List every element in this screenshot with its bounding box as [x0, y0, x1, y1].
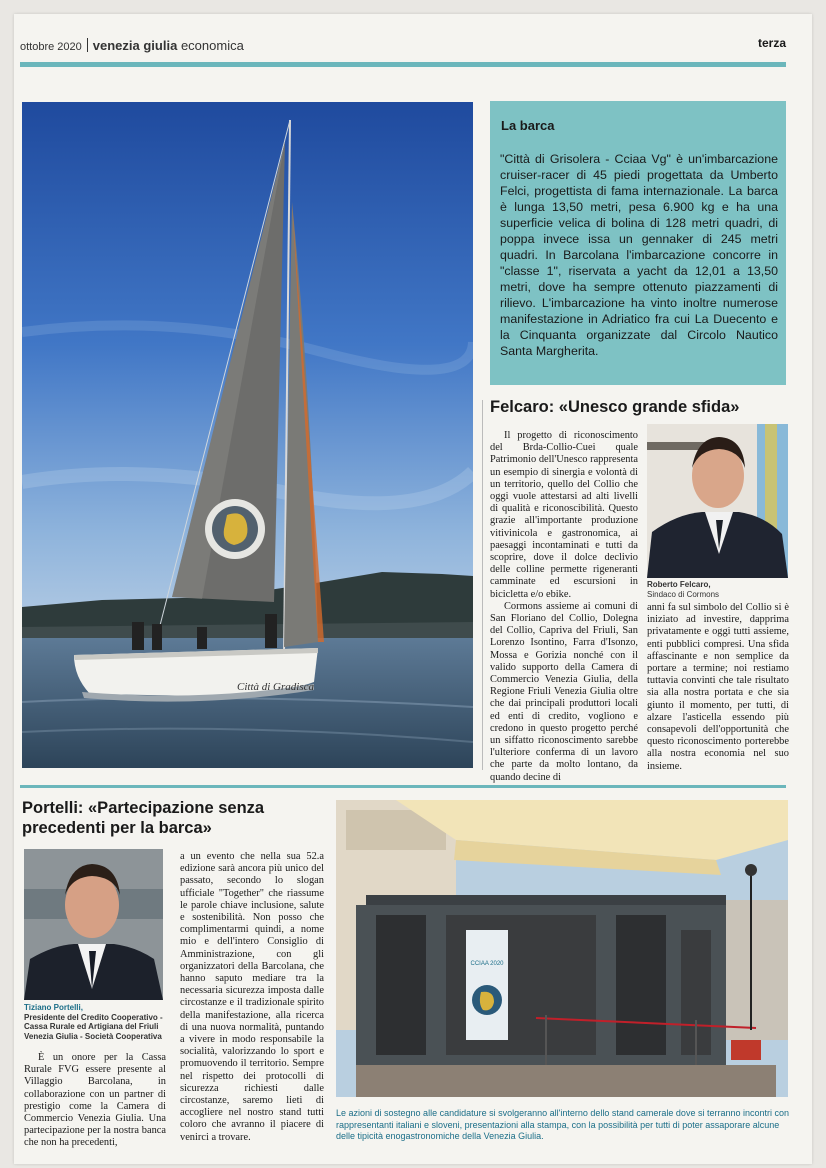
felcaro-paragraph-2: Cormons assieme ai comuni di San Floriano del Collio, Dolegna del Collio, Capriva del Friuli, San Lorenzo Isontino, Farra d'Isonzo, Mossa e Gorizia nonché con il valido supporto della Camera di Commercio Venezia Giulia, della Regione Friuli Venezia Giulia oltre che dai principali produttori locali ed enti di credito, vogliono e credono in questo progetto perché un siffatto riconoscimento sarebbe l'ulteriore conferma di un lavoro che parte da molto lontano, da quando decine di: [490, 600, 638, 783]
publication-name: [93, 38, 244, 53]
portelli-caption-role: Presidente del Credito Cooperativo - Cassa Rurale ed Artigiana del Friuli Venezia Giulia - Società Cooperativa: [24, 1012, 163, 1041]
publication-name-bold: venezia giulia: [92, 38, 178, 53]
page-header: [20, 38, 244, 53]
portelli-column-2: [180, 851, 324, 1144]
stand-photo: [336, 800, 788, 1097]
portelli-paragraph-2: a un evento che nella sua 52.a edizione sarà ancora più unico del passato, secondo lo slogan ufficiale "Together" che riassume le parole chiave inclusione, salute e sostenibilità. Non posso che complimentarmi quindi, a nome mio e dell'intero Consiglio di Amministrazione, con gli organizzatori della Barcolana, che hanno saputo mediare tra la necessaria sicurezza imposta dalle circostanze e il tradizionale spirito della manifestazione, alla ricerca di una nuova normalità, puntando a vivere in modo responsabile la socialità, valorizzando lo sport e promuovendo il territorio. Sempre nel rispetto dei protocolli di sicurezza richiesti dalle circostanze, saremo lieti di accogliere nel nostro stand tutti coloro che avranno il piacere di venirci a trovare.: [180, 851, 324, 1143]
portelli-caption: [24, 1003, 166, 1041]
portelli-column-1: [24, 1052, 166, 1150]
section-label: terza: [757, 36, 786, 50]
felcaro-column-2: [647, 602, 789, 773]
portelli-headline: [22, 798, 264, 838]
felcaro-column-1: [490, 430, 638, 784]
portelli-portrait: [24, 849, 163, 1000]
felcaro-caption: [647, 580, 719, 599]
portelli-headline-line-2: precedenti per la barca»: [22, 819, 212, 837]
sailboat-photo: [22, 102, 473, 768]
felcaro-headline: Felcaro: «Unesco grande sfida»: [490, 398, 740, 416]
publication-name-rest: economica: [177, 38, 244, 53]
section-rule: [20, 785, 786, 788]
stand-banner-text: CCIAA 2020: [470, 961, 504, 967]
boat-info-body: "Città di Grisolera - Cciaa Vg" è un'imbarcazione cruiser-racer di 45 piedi progettata da Umberto Felci, progettista di fama internazionale. La barca è lunga 13,50 metri, pesa 6.900 kg e ha una superficie velica di bolina di 128 metri quadri, di poppa invece issa un gennaker di 245 metri quadri. In Barcolana l'imbarcazione concorre in "classe 1", riservata a yacht da 12,01 a 13,50 metri, dove ha sempre ottenuto piazzamenti di rilievo. L'imbarcazione ha vinto inoltre numerose manifestazione in Adriatico fra cui La Duecento e la Cinquanta organizzate dal Circolo Nautico Santa Margherita.: [500, 152, 778, 358]
header-rule: [20, 62, 786, 67]
boat-info-box: [490, 101, 786, 385]
felcaro-portrait: [647, 424, 788, 578]
felcaro-paragraph-3: anni fa sul simbolo del Collio si è iniziato ad investire, dapprima privatamente e oggi tutti assieme, enti pubblici compresi. Una sfida affascinante e non semplice da portare a termine; noi restiamo tuttavia convinti che tale risultato sia alla nostra portata e che sia giunto il momento, per tutti, di alzare l'asticella essendo più consapevoli dell'opportunità che questo riconoscimento porterebbe alla nostra economia nel suo insieme.: [647, 602, 789, 772]
portelli-paragraph-1: È un onore per la Cassa Rurale FVG essere presente al Villaggio Barcolana, in collaborazione con un partner di prestigio come la Camera di Commercio Venezia Giulia. Una partecipazione per la nostra banca che non ha precedenti,: [24, 1052, 166, 1149]
boat-info-title: La barca: [501, 118, 555, 133]
felcaro-caption-name: Roberto Felcaro,: [647, 580, 711, 589]
hull-name: Città di Gradisca: [237, 681, 315, 693]
felcaro-paragraph-1: Il progetto di riconoscimento del Brda-Collio-Cuei quale Patrimonio dell'Unesco rappresenta un esempio di sinergia e volontà di un territorio, quello del Collio che oggi vuole attestarsi ad alti livelli di qualità e riconoscibilità. Questo grazie all'importante produzione vitivinicola e gastronomica, ai paesaggi incontaminati e tutti da scoprire, dove il dolce declivio delle colline permette rigeneranti camminate ed escursioni in bicicletta e/o ebike.: [490, 430, 638, 600]
felcaro-caption-role: Sindaco di Cormons: [647, 589, 720, 599]
header-divider: [87, 38, 88, 52]
portelli-caption-name: Tiziano Portelli,: [24, 1003, 83, 1012]
column-divider: [482, 400, 483, 770]
issue-date: ottobre 2020: [20, 41, 82, 53]
portelli-headline-line-1: Portelli: «Partecipazione senza: [22, 799, 265, 817]
stand-caption: Le azioni di sostegno alle candidature si svolgeranno all'interno dello stand camerale dove si terranno incontri con rappresentanti italiani e sloveni, presentazioni alla stampa, con la possibilità per tutti di poter assaporare alcune delle tipicità enogastronomiche della Venezia Giulia.: [336, 1108, 789, 1141]
